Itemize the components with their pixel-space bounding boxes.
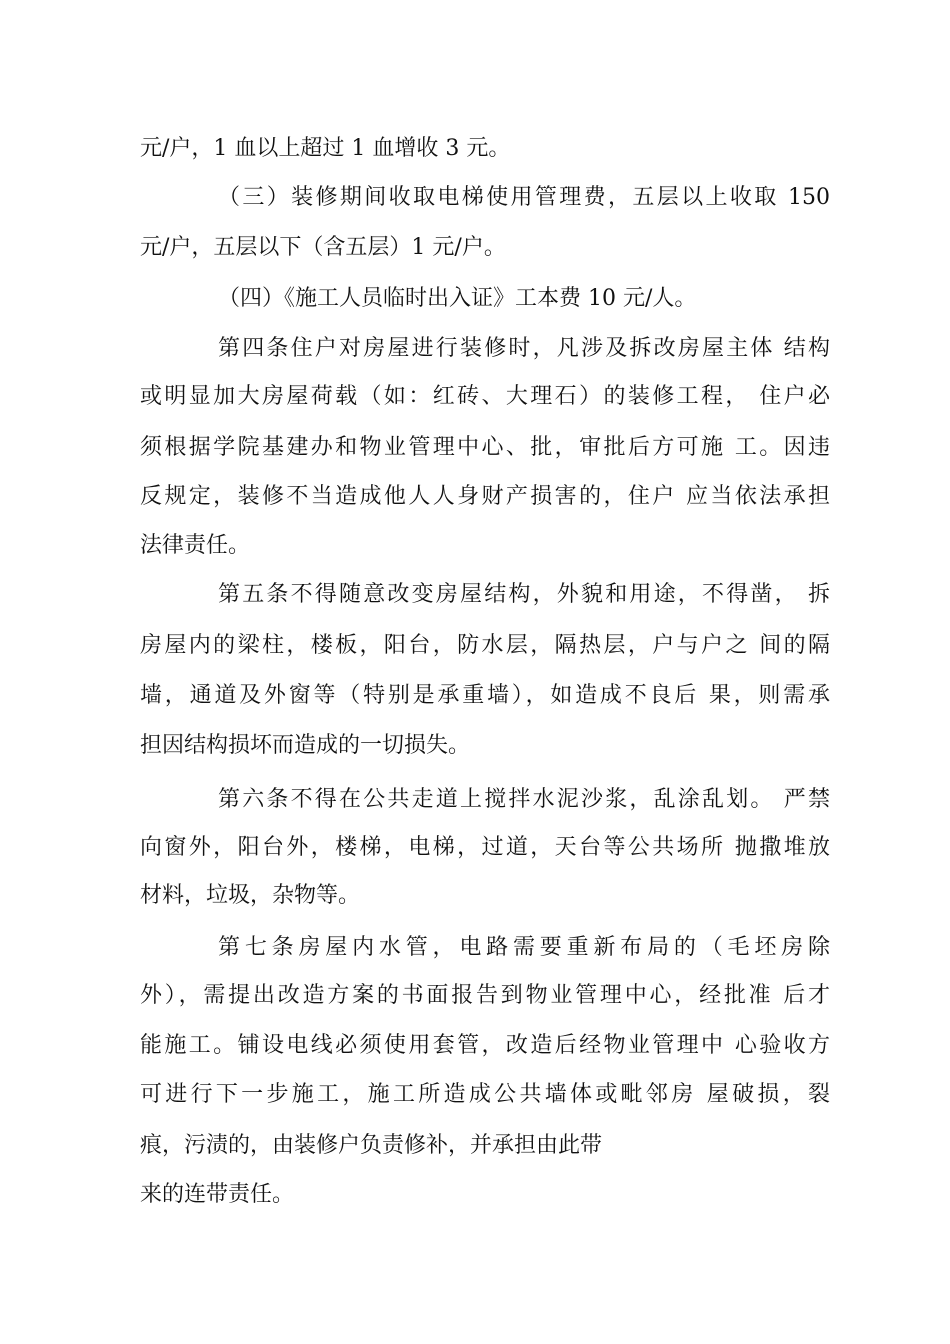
- text-line: （四）《施工人员临时出入证》工本费 10 元/人。: [218, 286, 697, 311]
- text-line: 法律责任。: [140, 533, 251, 558]
- text-line: 来的连带责任。: [140, 1182, 295, 1207]
- text-line: 或明显加大房屋荷载（如：红砖、大理石）的装修工程， 住户必: [140, 384, 830, 409]
- text-line: 担因结构损坏而造成的一切损失。: [140, 733, 471, 758]
- text-line: 材料，垃圾，杂物等。: [140, 883, 361, 908]
- text-line: 可进行下一步施工，施工所造成公共墙体或毗邻房 屋破损，裂: [140, 1082, 830, 1107]
- paragraph-article-6: 第六条不得在公共走道上搅拌水泥沙浆，乱涂乱划。 严禁: [218, 787, 830, 812]
- text-line: 元/户，1 血以上超过 1 血增收 3 元。: [140, 136, 511, 161]
- text-line: 须根据学院基建办和物业管理中心、批，审批后方可施 工。因违: [140, 435, 830, 460]
- paragraph-article-4: 第四条住户对房屋进行装修时，凡涉及拆改房屋主体 结构: [218, 336, 830, 361]
- paragraph-article-5: 第五条不得随意改变房屋结构，外貌和用途，不得凿， 拆: [218, 582, 830, 607]
- text-line: 外），需提出改造方案的书面报告到物业管理中心，经批准 后才: [140, 983, 830, 1008]
- text-line: 墙，通道及外窗等（特别是承重墙），如造成不良后 果，则需承: [140, 683, 830, 708]
- text-line: 能施工。铺设电线必须使用套管，改造后经物业管理中 心验收方: [140, 1033, 830, 1058]
- text-line: 元/户，五层以下（含五层）1 元/户。: [140, 235, 506, 260]
- text-line: 反规定，装修不当造成他人人身财产损害的，住户 应当依法承担: [140, 484, 830, 509]
- paragraph-article-7: 第七条房屋内水管，电路需要重新布局的（毛坯房除: [218, 935, 830, 960]
- text-line: 房屋内的梁柱，楼板，阳台，防水层，隔热层，户与户之 间的隔: [140, 633, 830, 658]
- text-line: （三）装修期间收取电梯使用管理费，五层以上收取 150: [218, 185, 830, 210]
- text-line: 痕，污渍的，由装修户负责修补，并承担由此带: [140, 1133, 603, 1158]
- text-line: 向窗外，阳台外，楼梯，电梯，过道，天台等公共场所 抛撒堆放: [140, 835, 830, 860]
